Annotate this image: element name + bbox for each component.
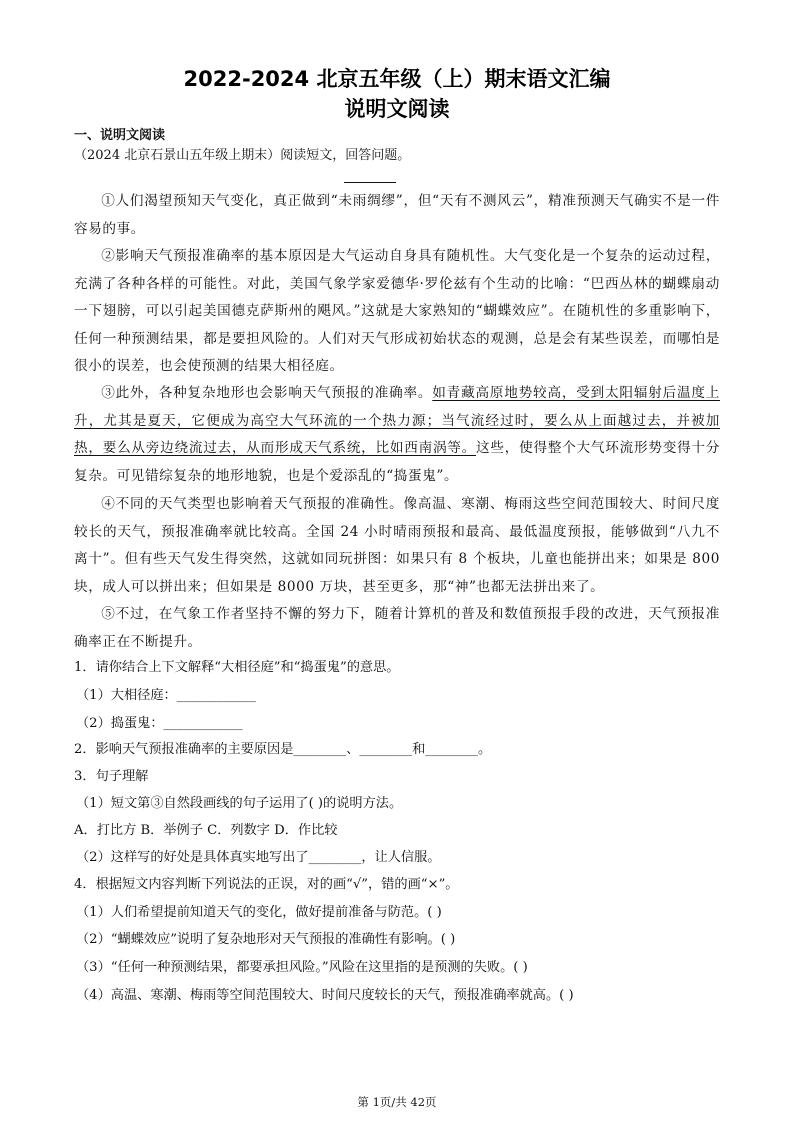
paragraph-3: [74, 380, 720, 490]
paragraph-3-tail: 这些，使得整个大气环流形势变得十分复杂。可见错综复杂的地形地貌，也是个爱添乱的“捣蛋鬼”。: [74, 440, 720, 484]
question-2: 2．影响天气预报准确率的主要原因是________、________和________。: [74, 742, 492, 757]
question-4: 4．根据短文内容判断下列说法的正误，对的画“√”，错的画“×”。: [74, 877, 459, 892]
question-4-item-1: （1）人们希望提前知道天气的变化，做好提前准备与防范。( ): [76, 905, 442, 920]
question-3: 3．句子理解: [74, 769, 149, 784]
document-title: 2022-2024 北京五年级（上）期末语文汇编: [183, 67, 611, 91]
question-3-options: A．打比方 B．举例子 C．列数字 D．作比较: [74, 823, 338, 838]
passage-title-blank: [344, 181, 396, 183]
paragraph-1: ①人们渴望预知天气变化，真正做到“未雨绸缪”，但“天有不测风云”，精准预测天气确实不是一件容易的事。: [74, 193, 720, 237]
document-subtitle: 说明文阅读: [344, 97, 450, 121]
question-4-item-2: （2）“蝴蝶效应”说明了复杂地形对天气预报的准确性有影响。( ): [76, 932, 456, 947]
question-1: 1．请你结合上下文解释“大相径庭”和“捣蛋鬼”的意思。: [74, 660, 400, 675]
question-3-part-2: （2）这样写的好处是具体真实地写出了________，让人信服。: [76, 850, 441, 865]
source-note: （2024 北京石景山五年级上期末）阅读短文，回答问题。: [74, 148, 411, 163]
question-1-part-2: （2）捣蛋鬼：____________: [76, 716, 243, 731]
question-1-part-1: （1）大相径庭：____________: [76, 688, 256, 703]
underlined-sentence: 如青藏高原地势较高，受到太阳辐射后温度上升，尤其是夏天，它便成为高空大气环流的一个热力源；当气流经过时，要么从上面越过去，并被加热，要么从旁边绕流过去，从而形成天气系统，比如西南涡等。: [74, 385, 720, 456]
question-4-item-3: （3）“任何一种预测结果，都要承担风险。”风险在这里指的是预测的失败。( ): [76, 960, 528, 975]
page-footer: 第 1页/共 42页: [357, 1095, 437, 1109]
question-4-item-4: （4）高温、寒潮、梅雨等空间范围较大、时间尺度较长的天气，预报准确率就高。( ): [76, 988, 574, 1003]
paragraph-2: ②影响天气预报准确率的基本原因是大气运动自身具有随机性。大气变化是一个复杂的运动过程，充满了各种各样的可能性。对此，美国气象学家爱德华·罗伦兹有个生动的比喻：“巴西丛林的蝴蝶扇动一下翅膀，可以引起美国德克萨斯州的飓风。”这就是大家熟知的“蝴蝶效应”。在随机性的多重影响下，任何一种预测结果，都是要担风险的。人们对天气形成初始状态的观测，总是会有某些误差，而哪怕是很小的误差，也会使预测的结果大相径庭。: [74, 248, 720, 374]
section-heading: 一、说明文阅读: [74, 128, 166, 143]
question-3-part-1: （1）短文第③自然段画线的句子运用了( )的说明方法。: [76, 796, 403, 811]
paragraph-5: ⑤不过，在气象工作者坚持不懈的努力下，随着计算机的普及和数值预报手段的改进，天气预报准确率正在不断提升。: [74, 606, 720, 650]
paragraph-3-lead: ③此外，各种复杂地形也会影响天气预报的准确率。: [101, 385, 433, 401]
paragraph-4: ④不同的天气类型也影响着天气预报的准确性。像高温、寒潮、梅雨这些空间范围较大、时间尺度较长的天气，预报准确率就比较高。全国 24 小时晴雨预报和最高、最低温度预报，能够做到“八九不离十”。但有些天气发生得突然，这就如同玩拼图：如果只有 8 个板块，儿童也能拼出来；如果是 800 块，成人可以拼出来；但如果是 8000 万块，甚至更多，那“神”也都无法拼出来了。: [74, 496, 720, 595]
